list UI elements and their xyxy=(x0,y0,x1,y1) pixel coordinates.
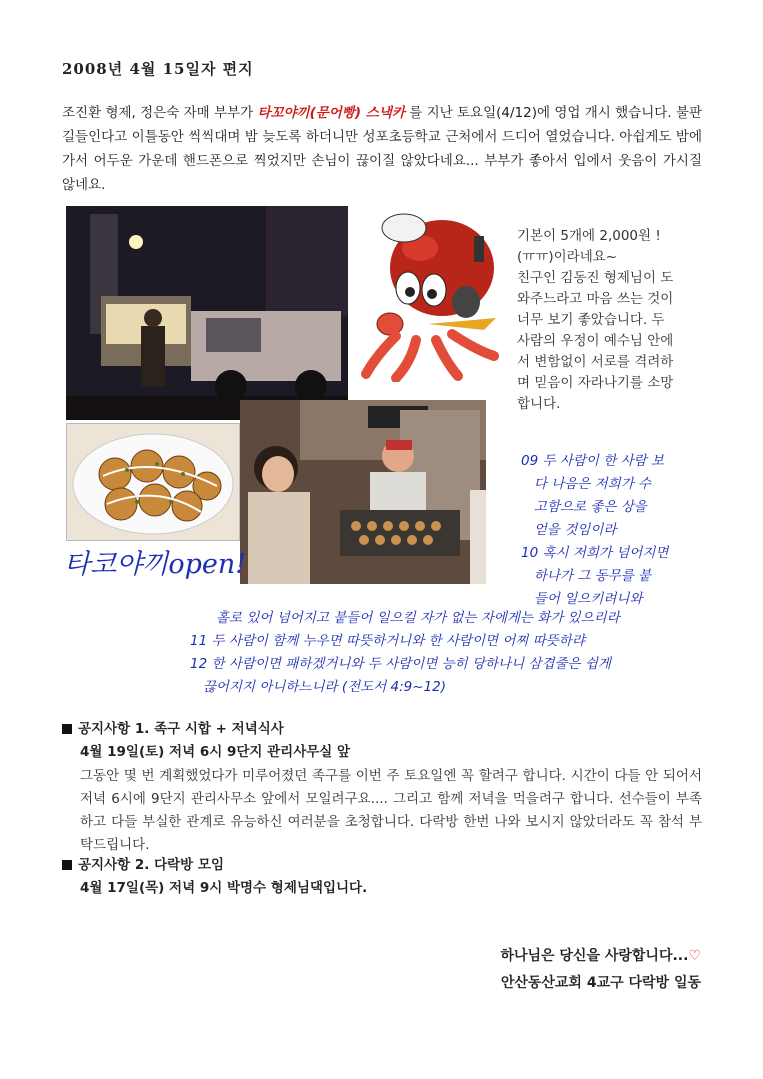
intro-paragraph xyxy=(62,101,702,197)
side-line: 와주느라고 마음 쓰는 것이 xyxy=(517,291,674,307)
octopus-mascot xyxy=(356,206,504,382)
verse-line: 하나가 그 동무를 붙 xyxy=(521,568,652,584)
signature xyxy=(500,943,701,997)
notice1-when: 4월 19일(토) 저녁 6시 9단지 관리사무실 앞 xyxy=(80,744,351,760)
snack-car-photo xyxy=(66,206,348,420)
verse-line: 고함으로 좋은 상을 xyxy=(521,499,647,515)
verse-side-block xyxy=(521,450,703,611)
sign-line2: 안산동산교회 4교구 다락방 일동 xyxy=(500,975,701,991)
verse-line: 09 두 사람이 한 사람 보 xyxy=(521,453,664,469)
verse-line: 끊어지지 아니하느니라 (전도서 4:9~12) xyxy=(190,679,447,695)
side-line: 사람의 우정이 예수님 안에 xyxy=(517,333,674,349)
side-line: 합니다. xyxy=(517,396,561,412)
verse-line: 10 혹시 저희가 넘어지면 xyxy=(521,545,669,561)
intro-highlight: 타꼬야끼(문어빵) 스낵카 xyxy=(257,105,405,121)
side-line: 서 변함없이 서로를 격려하 xyxy=(517,354,674,370)
verse-line: 홀로 있어 넘어지고 붙들어 일으킬 자가 없는 자에게는 화가 있으리라 xyxy=(216,610,620,626)
notice2-heading: 공지사항 2. 다락방 모임 xyxy=(62,854,224,876)
side-line: 친구인 김동진 형제님이 도 xyxy=(517,270,674,286)
takoyaki-open-logo: 타코야끼open! xyxy=(64,549,247,580)
side-line: 며 믿음이 자라나기를 소망 xyxy=(517,375,674,391)
verse-line: 다 나음은 저희가 수 xyxy=(521,476,652,492)
verse-line: 11 두 사람이 함께 누우면 따뜻하거니와 한 사람이면 어찌 따뜻하랴 xyxy=(190,633,585,649)
notice1-body: 그동안 몇 번 계획했었다가 미루어졌던 족구를 이번 주 토요일엔 꼭 할려구 합니다. 시간이 다들 안 되어서 저녁 6시에 9단지 관리사무소 앞에서 모일려구요.... 그리고 함께 저녁을 먹을려구 합니다. 선수들이 부족하고 다들 부실한 관계로 유능하신 여러분을 초청합니다. 다락방 한번 나와 보시지 않았더라도 꼭 참석 부탁드립니다. xyxy=(80,768,702,853)
verse-line: 들어 일으키려니와 xyxy=(521,591,643,607)
heart-icon: ♡ xyxy=(688,948,701,964)
square-bullet-icon xyxy=(62,860,72,870)
notice1-heading: 공지사항 1. 족구 시합 + 저녁식사 xyxy=(62,718,284,740)
sign-line1: 하나님은 당신을 사랑합니다...♡ xyxy=(500,948,701,964)
takoyaki-plate-photo xyxy=(66,423,240,541)
intro-part1: 조진환 형제, 정은숙 자매 부부가 xyxy=(62,105,258,121)
notice2-when: 4월 17일(목) 저녁 9시 박명수 형제님댁입니다. xyxy=(80,880,368,896)
couple-cooking-photo xyxy=(240,400,486,584)
side-line: 너무 보기 좋았습니다. 두 xyxy=(517,312,665,328)
square-bullet-icon xyxy=(62,724,72,734)
side-caption xyxy=(517,226,703,415)
side-line: 기본이 5개에 2,000원 ! xyxy=(517,228,661,244)
side-line: (ㅠㅠ)이라네요~ xyxy=(517,249,618,265)
verse-line: 12 한 사람이면 패하겠거니와 두 사람이면 능히 당하나니 삼겹줄은 쉽게 xyxy=(190,656,611,672)
letter-title: 2008년 4월 15일자 편지 xyxy=(62,60,254,78)
intro-part2: 를 지난 토요일(4/12)에 영업 개시 했습니다. 불판 길들인다고 이틀동안 씩씩대며 밤 늦도록 하더니만 성포초등학교 근처에서 드디어 열었습니다. 아쉽게도 밤에 가서 어두운 가운데 핸드폰으로 찍었지만 손님이 끊이질 않았다네요... 부부가 좋아서 입에서 웃음이 가시질 않네요. xyxy=(62,105,702,193)
verse-wide-block xyxy=(190,607,710,699)
verse-line: 얻을 것임이라 xyxy=(521,522,617,538)
